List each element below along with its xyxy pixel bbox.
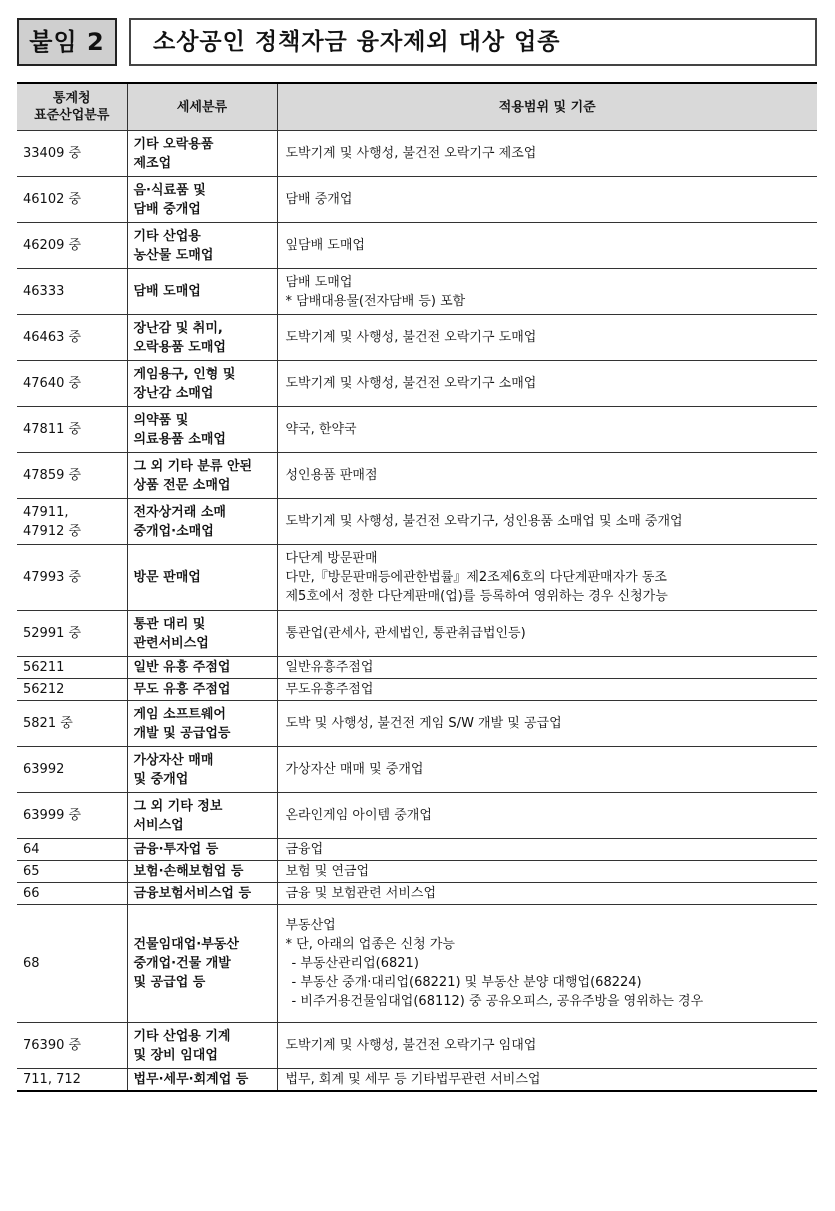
sub-classification-cell: 음·식료품 및 담배 중개업 [127,177,277,223]
column-header-code: 통계청 표준산업분류 [17,83,127,131]
scope-line: 도박기계 및 사행성, 불건전 오락기구 소매업 [285,376,537,391]
industry-code-cell: 64 [17,839,127,861]
industry-code-cell: 63999 중 [17,793,127,839]
sub-classification-cell: 그 외 기타 분류 안된 상품 전문 소매업 [127,453,277,499]
scope-cell [277,131,817,177]
appendix-badge: 붙임 2 [17,18,117,66]
sub-classification-cell: 가상자산 매매 및 중개업 [127,747,277,793]
table-row [17,905,817,1023]
table-row [17,407,817,453]
industry-code-cell: 5821 중 [17,701,127,747]
industry-code-cell: 56211 [17,657,127,679]
industry-code-cell: 46209 중 [17,223,127,269]
exclusion-table [17,82,817,1092]
scope-line: - 부동산 중개·대리업(68221) 및 부동산 분양 대행업(68224) [291,975,642,990]
table-row [17,453,817,499]
sub-classification-cell: 금융보험서비스업 등 [127,883,277,905]
table-row [17,269,817,315]
scope-line: 보험 및 연금업 [285,864,370,879]
scope-cell [277,861,817,883]
scope-cell [277,611,817,657]
scope-cell [277,315,817,361]
scope-line: 도박기계 및 사행성, 불건전 오락기구 임대업 [285,1038,537,1053]
sub-classification-cell: 기타 오락용품 제조업 [127,131,277,177]
table-header-row [17,83,817,131]
scope-cell [277,679,817,701]
table-row [17,883,817,905]
industry-code-cell: 76390 중 [17,1023,127,1069]
sub-classification-cell: 일반 유흥 주점업 [127,657,277,679]
industry-code-cell: 46333 [17,269,127,315]
scope-line: * 단, 아래의 업종은 신청 가능 [285,937,455,952]
scope-line: - 부동산관리업(6821) [291,956,419,971]
scope-line: 제5호에서 정한 다단계판매(업)를 등록하여 영위하는 경우 신청가능 [285,589,668,604]
scope-cell [277,499,817,545]
scope-cell [277,657,817,679]
scope-cell [277,453,817,499]
scope-cell [277,747,817,793]
sub-classification-cell: 기타 산업용 기계 및 장비 임대업 [127,1023,277,1069]
title-bar [17,18,817,68]
table-row [17,499,817,545]
table-row [17,223,817,269]
scope-cell [277,269,817,315]
industry-code-cell: 52991 중 [17,611,127,657]
scope-line: 성인용품 판매점 [285,468,378,483]
industry-code-cell: 47640 중 [17,361,127,407]
table-row [17,315,817,361]
scope-cell [277,545,817,611]
sub-classification-cell: 건물임대업·부동산 중개업·건물 개발 및 공급업 등 [127,905,277,1023]
scope-line: 통관업(관세사, 관세법인, 통관취급법인등) [285,626,526,641]
scope-line: 도박기계 및 사행성, 불건전 오락기구 제조업 [285,146,537,161]
sub-classification-cell: 방문 판매업 [127,545,277,611]
table-row [17,793,817,839]
scope-line: 도박기계 및 사행성, 불건전 오락기구, 성인용품 소매업 및 소매 중개업 [285,514,683,529]
scope-cell [277,701,817,747]
scope-cell [277,177,817,223]
sub-classification-cell: 전자상거래 소매 중개업·소매업 [127,499,277,545]
scope-line: 온라인게임 아이템 중개업 [285,808,432,823]
industry-code-cell: 47993 중 [17,545,127,611]
industry-code-cell: 65 [17,861,127,883]
table-row [17,611,817,657]
scope-cell [277,361,817,407]
scope-line: 다만,『방문판매등에관한법률』제2조제6호의 다단계판매자가 동조 [285,570,667,585]
table-row [17,747,817,793]
scope-line: 담배 중개업 [285,192,353,207]
industry-code-cell: 68 [17,905,127,1023]
table-row [17,701,817,747]
sub-classification-cell: 통관 대리 및 관련서비스업 [127,611,277,657]
sub-classification-cell: 법무·세무·회계업 등 [127,1069,277,1092]
table-row [17,131,817,177]
scope-cell [277,407,817,453]
sub-classification-cell: 기타 산업용 농산물 도매업 [127,223,277,269]
scope-cell [277,793,817,839]
table-row [17,839,817,861]
table-row [17,177,817,223]
page-title: 소상공인 정책자금 융자제외 대상 업종 [129,18,817,66]
scope-cell [277,1069,817,1092]
industry-code-cell: 33409 중 [17,131,127,177]
sub-classification-cell: 그 외 기타 정보 서비스업 [127,793,277,839]
scope-line: 도박기계 및 사행성, 불건전 오락기구 도매업 [285,330,537,345]
scope-cell [277,839,817,861]
industry-code-cell: 46463 중 [17,315,127,361]
scope-cell [277,223,817,269]
industry-code-cell: 66 [17,883,127,905]
scope-line: 법무, 회계 및 세무 등 기타법무관련 서비스업 [285,1072,541,1087]
industry-code-cell: 63992 [17,747,127,793]
column-header-name: 세세분류 [127,83,277,131]
sub-classification-cell: 무도 유흥 주점업 [127,679,277,701]
industry-code-cell: 56212 [17,679,127,701]
scope-line: 금융 및 보험관련 서비스업 [285,886,437,901]
scope-line: 가상자산 매매 및 중개업 [285,762,424,777]
table-row [17,545,817,611]
sub-classification-cell: 장난감 및 취미, 오락용품 도매업 [127,315,277,361]
sub-classification-cell: 게임용구, 인형 및 장난감 소매업 [127,361,277,407]
industry-code-cell: 711, 712 [17,1069,127,1092]
sub-classification-cell: 게임 소프트웨어 개발 및 공급업등 [127,701,277,747]
table-row [17,861,817,883]
industry-code-cell: 46102 중 [17,177,127,223]
sub-classification-cell: 담배 도매업 [127,269,277,315]
scope-line: * 담배대용물(전자담배 등) 포함 [285,293,466,309]
scope-line: 약국, 한약국 [285,422,357,437]
table-row [17,1023,817,1069]
table-row [17,361,817,407]
table-row [17,657,817,679]
industry-code-cell: 47859 중 [17,453,127,499]
scope-line: 일반유흥주점업 [285,660,374,675]
scope-line: 담배 도매업 [285,274,353,290]
scope-cell [277,905,817,1023]
table-row [17,1069,817,1092]
industry-code-cell: 47811 중 [17,407,127,453]
sub-classification-cell: 의약품 및 의료용품 소매업 [127,407,277,453]
scope-line: 금융업 [285,842,324,857]
scope-cell [277,883,817,905]
column-header-scope: 적용범위 및 기준 [277,83,817,131]
table-body [17,131,817,1092]
sub-classification-cell: 보험·손해보험업 등 [127,861,277,883]
scope-line: 잎담배 도매업 [285,238,365,253]
scope-line: 도박 및 사행성, 불건전 게임 S/W 개발 및 공급업 [285,716,562,731]
scope-line: 부동산업 [285,918,336,933]
scope-line: 무도유흥주점업 [285,682,374,697]
scope-line: 다단계 방문판매 [285,551,378,566]
industry-code-cell: 47911, 47912 중 [17,499,127,545]
scope-line: - 비주거용건물임대업(68112) 중 공유오피스, 공유주방을 영위하는 경우 [291,994,704,1009]
table-row [17,679,817,701]
scope-cell [277,1023,817,1069]
sub-classification-cell: 금융·투자업 등 [127,839,277,861]
